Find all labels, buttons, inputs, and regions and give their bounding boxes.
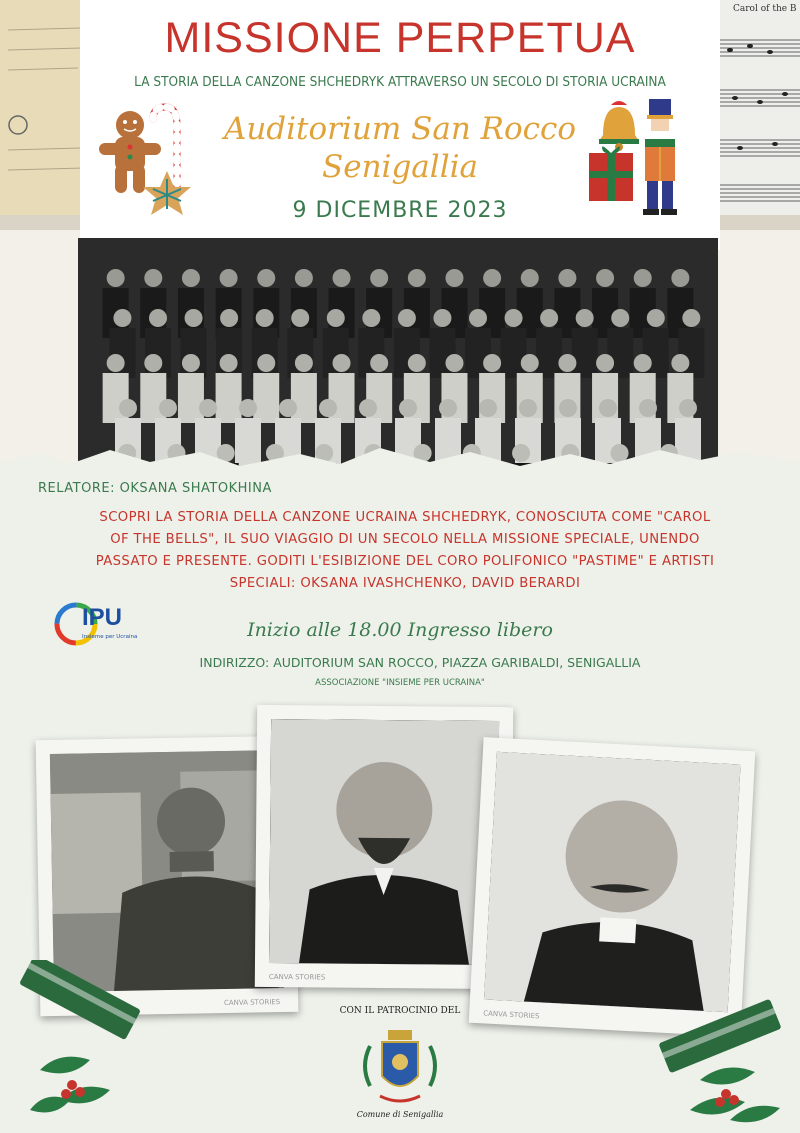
gingerbread-icon xyxy=(99,111,161,193)
choir-member-head xyxy=(679,399,697,417)
holly-icon xyxy=(19,960,141,1112)
choir-member-head xyxy=(399,399,417,417)
choir-member-head xyxy=(220,269,238,287)
choir-member-head xyxy=(398,309,416,327)
description-line: SPECIALI: OKSANA IVASHCHENKO, DAVID BERARDI xyxy=(229,576,581,591)
choir-member-head xyxy=(634,354,652,372)
choir-member-head xyxy=(113,309,131,327)
choir-member-head xyxy=(279,399,297,417)
choir-member-body xyxy=(572,328,598,378)
choir-member-head xyxy=(505,309,523,327)
choir-member-head xyxy=(182,269,200,287)
choir-member-head xyxy=(639,399,657,417)
photo-stamp: CANVA STORIES xyxy=(223,998,281,1008)
choir-member-head xyxy=(483,269,501,287)
start-time-entry: Inizio alle 18.00 Ingresso libero xyxy=(247,619,553,641)
choir-member-head xyxy=(257,269,275,287)
choir-member-head xyxy=(199,399,217,417)
choir-member-head xyxy=(576,309,594,327)
portrait-left-image xyxy=(50,750,284,992)
municipality-name: Comune di Senigallia xyxy=(356,1110,444,1119)
choir-member-head xyxy=(611,309,629,327)
choir-member-head xyxy=(220,309,238,327)
snowflake-cookie-icon xyxy=(143,171,191,215)
choir-member-head xyxy=(408,354,426,372)
vintage-document-paper xyxy=(0,0,90,215)
choir-member-head xyxy=(144,354,162,372)
speaker-name: RELATORE: OKSANA SHATOKHINA xyxy=(38,481,272,496)
choir-member-head xyxy=(479,399,497,417)
choir-member-head xyxy=(519,399,537,417)
choir-member-head xyxy=(521,269,539,287)
choir-member-head xyxy=(682,309,700,327)
choir-member-head xyxy=(433,309,451,327)
holly-icon xyxy=(658,999,781,1123)
photo-stamp: CANVA STORIES xyxy=(482,1009,540,1021)
ipu-logo-subtext: Insieme per Ucraina xyxy=(82,634,138,640)
gingerbread-decoration xyxy=(95,95,205,225)
choir-member-head xyxy=(599,399,617,417)
venue-name: Auditorium San Rocco xyxy=(223,111,577,147)
choir-member-head xyxy=(333,354,351,372)
holly-decoration-left xyxy=(0,960,170,1133)
choir-member-head xyxy=(596,269,614,287)
ipu-logo xyxy=(52,598,144,650)
bell-icon xyxy=(599,101,639,151)
choir-member-head xyxy=(359,399,377,417)
choir-member-head xyxy=(408,269,426,287)
music-staff-lines xyxy=(715,0,800,215)
holly-decoration-right xyxy=(630,990,800,1133)
choir-member-head xyxy=(256,309,274,327)
choir-member-body xyxy=(253,373,279,423)
choir-member-head xyxy=(295,269,313,287)
choir-member-head xyxy=(144,269,162,287)
choir-member-head xyxy=(469,309,487,327)
choir-member-head xyxy=(220,354,238,372)
choir-member-body xyxy=(465,328,491,378)
photo-stamp: CANVA STORIES xyxy=(268,973,326,982)
event-date: 9 DICEMBRE 2023 xyxy=(292,198,508,223)
choir-member-head xyxy=(647,309,665,327)
choir-member-body xyxy=(501,328,527,378)
choir-member-head xyxy=(239,399,257,417)
choir-member-body xyxy=(216,373,242,423)
choir-member-body xyxy=(140,373,166,423)
page-subtitle: LA STORIA DELLA CANZONE SHCHEDRYK ATTRAVERSO UN SECOLO DI STORIA UCRAINA xyxy=(134,74,666,90)
venue xyxy=(180,110,620,186)
venue-city: Senigallia xyxy=(321,149,478,185)
event-description xyxy=(70,507,740,595)
music-sheet-caption: Carol of the B xyxy=(733,4,797,14)
event-address: INDIRIZZO: AUDITORIUM SAN ROCCO, PIAZZA GARIBALDI, SENIGALLIA xyxy=(199,655,641,670)
senigallia-crest-icon xyxy=(350,1026,450,1110)
choir-member-body xyxy=(607,328,633,378)
choir-member-head xyxy=(540,309,558,327)
choir-member-head xyxy=(370,354,388,372)
choir-member-head xyxy=(558,269,576,287)
patronage-label: CON IL PATROCINIO DEL xyxy=(339,1006,461,1016)
choir-member-head xyxy=(119,399,137,417)
association-name: ASSOCIAZIONE "INSIEME PER UCRAINA" xyxy=(315,678,485,688)
music-sheet-paper xyxy=(715,0,800,215)
choir-member-head xyxy=(370,269,388,287)
choir-member-head xyxy=(445,354,463,372)
choir-member-head xyxy=(291,309,309,327)
portrait-center-image xyxy=(269,719,499,965)
choir-member-head xyxy=(107,269,125,287)
choir-member-head xyxy=(559,399,577,417)
choir-member-body xyxy=(178,373,204,423)
page-title: MISSIONE PERPETUA xyxy=(164,14,636,62)
choir-member-head xyxy=(521,354,539,372)
nutcracker-decoration xyxy=(585,95,700,225)
choir-member-head xyxy=(483,354,501,372)
choir-member-head xyxy=(596,354,614,372)
choir-member-head xyxy=(634,269,652,287)
portrait-right-image xyxy=(484,752,741,1012)
choir-member-head xyxy=(362,309,380,327)
choir-member-body xyxy=(291,373,317,423)
nutcracker-icon xyxy=(643,99,677,215)
choir-member-head xyxy=(445,269,463,287)
choir-member-body xyxy=(536,328,562,378)
choir-member-head xyxy=(671,269,689,287)
choir-member-head xyxy=(182,354,200,372)
choir-member-head xyxy=(257,354,275,372)
choir-member-head xyxy=(319,399,337,417)
choir-member-head xyxy=(327,309,345,327)
choir-member-head xyxy=(558,354,576,372)
choir-member-head xyxy=(185,309,203,327)
choir-member-head xyxy=(159,399,177,417)
choir-member-head xyxy=(107,354,125,372)
choir-member-head xyxy=(671,354,689,372)
description-line: SCOPRI LA STORIA DELLA CANZONE UCRAINA SHCHEDRYK, CONOSCIUTA COME "CAROL xyxy=(99,510,711,525)
choir-member-head xyxy=(439,399,457,417)
ipu-logo-text: IPU xyxy=(82,604,123,631)
choir-member-head xyxy=(295,354,313,372)
description-line: PASSATO E PRESENTE. GODITI L'ESIBIZIONE DEL CORO POLIFONICO "PASTIME" E ARTISTI xyxy=(95,554,715,569)
choir-member-head xyxy=(149,309,167,327)
gift-icon xyxy=(589,146,633,201)
description-line: OF THE BELLS", IL SUO VIAGGIO DI UN SECOLO NELLA MISSIONE SPECIALE, UNENDO xyxy=(110,532,700,547)
choir-member-head xyxy=(333,269,351,287)
document-lines xyxy=(0,0,90,215)
